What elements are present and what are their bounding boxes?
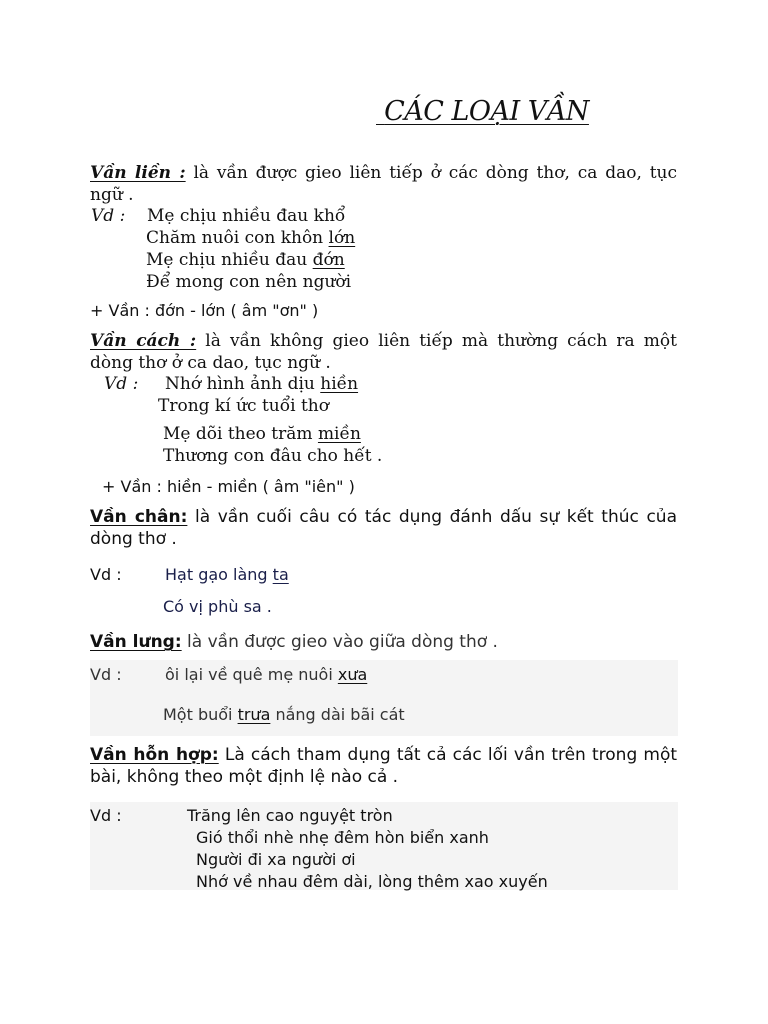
definition-text: là vần không gieo liên tiếp mà thường cách ra một dòng thơ ở ca dao, tục ngữ . — [90, 331, 677, 373]
poem-line: ôi lại về quê mẹ nuôi xưa — [165, 665, 368, 684]
poem-line: Để mong con nên người — [146, 272, 352, 292]
vd-label: Vd : — [90, 565, 122, 584]
poem-line: Gió thổi nhè nhẹ đêm hòn biển xanh — [196, 828, 489, 847]
poem-line: Một buổi trưa nắng dài bãi cát — [163, 705, 405, 724]
term-van-lung: Vần lưng: — [90, 632, 182, 652]
term-van-hon-hop: Vần hỗn hợp: — [90, 745, 219, 765]
definition-text: Là cách tham dụng tất cả các lối vần trên trong một bài, không theo một định lệ nào cả . — [90, 745, 678, 787]
definition-van-lung — [90, 631, 677, 653]
definition-text: là vần cuối câu có tác dụng đánh dấu sự kết thúc của dòng thơ . — [90, 507, 677, 549]
poem-line: Mẹ dõi theo trăm miền — [163, 424, 361, 444]
poem-line: Hạt gạo làng ta — [165, 565, 289, 584]
rhyme-note: + Vần : đớn - lớn ( âm "ơn" ) — [90, 301, 319, 320]
poem-line: Trăng lên cao nguyệt tròn — [187, 806, 393, 825]
poem-line: Người đi xa người ơi — [196, 850, 356, 869]
term-van-chan: Vần chân: — [90, 507, 188, 527]
poem-line: Có vị phù sa . — [163, 597, 272, 616]
rhyme-note: + Vần : hiền - miền ( âm "iên" ) — [102, 477, 355, 496]
poem-line: Nhớ về nhau đêm dài, lòng thêm xao xuyến — [196, 872, 548, 891]
vd-label: Vd : — [90, 806, 122, 825]
page-title: CÁC LOẠI VẦN — [384, 96, 589, 127]
definition-van-lien — [90, 162, 677, 206]
definition-van-cach — [90, 330, 677, 374]
term-van-cach: Vần cách : — [90, 331, 197, 351]
poem-line: Mẹ chịu nhiều đau đớn — [146, 250, 345, 270]
poem-line: Mẹ chịu nhiều đau khổ — [147, 206, 346, 226]
term-van-lien: Vần liền : — [90, 163, 186, 183]
poem-line: Chăm nuôi con khôn lớn — [146, 228, 356, 248]
poem-line: Trong kí ức tuổi thơ — [158, 396, 329, 416]
poem-line: Thương con đâu cho hết . — [163, 446, 383, 466]
vd-label: Vd : — [90, 665, 122, 684]
definition-van-chan — [90, 506, 677, 550]
definition-text: là vần được gieo liên tiếp ở các dòng thơ, ca dao, tục ngữ . — [90, 163, 677, 205]
definition-van-hon-hop — [90, 744, 677, 788]
definition-text: là vần được gieo vào giữa dòng thơ . — [181, 632, 498, 652]
vd-label: Vd : — [104, 374, 139, 394]
vd-label: Vd : — [91, 206, 126, 226]
poem-line: Nhớ hình ảnh dịu hiền — [165, 374, 359, 394]
